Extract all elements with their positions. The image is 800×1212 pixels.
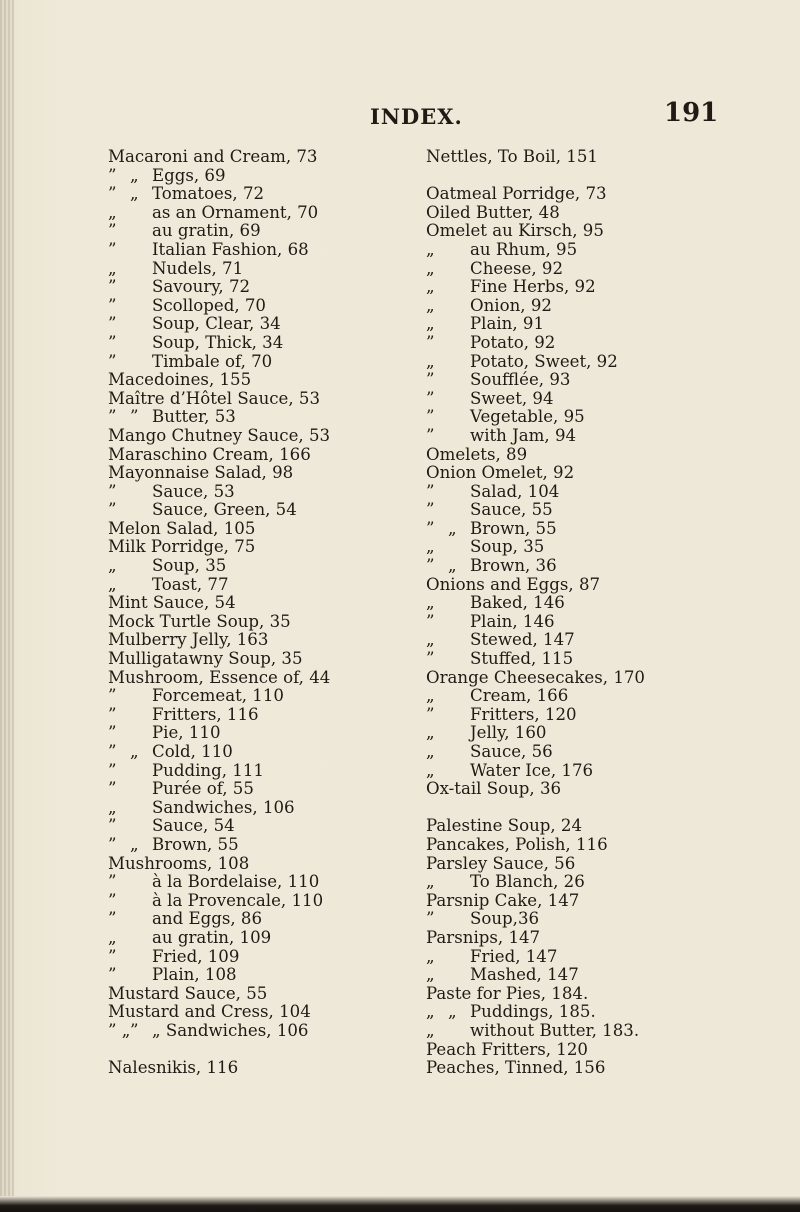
ditto-mark: ” [426,481,435,501]
index-entry-text: Fine Herbs, 92 [470,277,596,297]
ditto-mark: „ [426,723,435,743]
index-entry-text: Sauce, Green, 54 [152,500,297,520]
index-entry [426,1059,726,1078]
index-entry-text: Pancakes, Polish, 116 [426,834,608,854]
ditto-mark: ” [108,779,117,799]
index-entry [108,315,408,334]
index-entry [108,724,408,743]
ditto-mark: ” [108,332,117,352]
index-entry [108,706,408,725]
index-entry-text: and Eggs, 86 [152,909,263,929]
index-entry-text: Sauce, 55 [470,500,553,520]
index-entry-text: Parsnips, 147 [426,927,541,947]
index-entry-text: Brown, 55 [470,518,557,538]
index-entry [426,669,726,688]
index-entry-text: Mint Sauce, 54 [108,593,236,613]
index-entry [108,464,408,483]
index-entry-text: Timbale of, 70 [152,351,273,371]
index-entry-text: Eggs, 69 [152,165,226,185]
ditto-mark: „ [426,258,435,278]
index-entry [426,929,726,948]
ditto-mark: „ [108,202,117,222]
index-entry-text: Potato, Sweet, 92 [470,351,618,371]
index-entry-text: Soufflée, 93 [470,370,571,390]
index-entry-text: Nettles, To Boil, 151 [426,147,598,166]
index-entry [108,390,408,409]
index-entry-text: Toast, 77 [152,574,229,594]
index-entry-text: Macaroni and Cream, 73 [108,147,318,166]
index-entry-text: Omelets, 89 [426,444,528,464]
ditto-mark: „ [426,946,435,966]
index-entry [108,557,408,576]
index-entry [108,687,408,706]
index-entry [108,799,408,818]
index-entry [426,278,726,297]
index-entry [108,892,408,911]
index-entry [426,483,726,502]
ditto-mark: ” [426,388,435,408]
ditto-mark: ” [108,760,117,780]
ditto-mark: ” [108,816,117,836]
index-entry-text: Brown, 55 [152,834,239,854]
index-entry [426,836,726,855]
ditto-mark: „ [426,351,435,371]
ditto-mark: „ [426,1020,435,1040]
index-entry-text: Mulligatawny Soup, 35 [108,649,303,669]
index-entry [426,297,726,316]
index-entry-text: Mustard Sauce, 55 [108,983,268,1003]
ditto-mark: ” [108,277,117,297]
ditto-mark: ” [426,407,435,427]
ditto-mark: ” [426,556,435,576]
index-entry [426,222,726,241]
index-entry [108,576,408,595]
index-entry [108,817,408,836]
index-entry-text: as an Ornament, 70 [152,202,319,222]
index-entry [426,557,726,576]
ditto-mark: ” [108,239,117,259]
index-entry [108,334,408,353]
ditto-mark: ” [108,872,117,892]
index-entry-text: Savoury, 72 [152,277,251,297]
index-entry [426,185,726,204]
index-entry-text: „ Sandwiches, 106 [152,1020,309,1040]
index-entry [426,538,726,557]
ditto-mark: „ [448,556,457,576]
index-entry [426,892,726,911]
index-entry-text: Water Ice, 176 [470,760,594,780]
index-entry-text: Fried, 147 [470,946,558,966]
index-entry-text: Sauce, 56 [470,742,553,761]
index-entry [426,650,726,669]
index-entry-text: Purée of, 55 [152,779,254,799]
index-entry [108,613,408,632]
index-entry [108,222,408,241]
ditto-mark: ” [108,834,117,854]
index-entry [426,1041,726,1060]
index-entry-text: à la Bordelaise, 110 [152,872,320,892]
index-entry-text: Italian Fashion, 68 [152,239,309,259]
index-entry [426,1022,726,1041]
index-entry-text: Nudels, 71 [152,258,244,278]
index-entry-text: Vegetable, 95 [470,407,585,427]
index-entry [426,631,726,650]
index-entry-text: Soup, 35 [152,556,227,576]
ditto-mark: „ [426,593,435,613]
index-entry [108,204,408,223]
ditto-mark: „ [108,927,117,947]
ditto-mark: ” [108,723,117,743]
index-entry-text: Parsnip Cake, 147 [426,890,580,910]
index-entry-text: au gratin, 69 [152,221,261,241]
index-entry [108,297,408,316]
index-entry [108,855,408,874]
ditto-mark: ” [426,611,435,631]
index-entry [108,631,408,650]
ditto-mark: ” [108,965,117,985]
index-entry-text: Jelly, 160 [470,723,547,743]
index-entry [426,353,726,372]
index-entry-text: Ox-tail Soup, 36 [426,779,562,799]
ditto-mark: ” [108,481,117,501]
ditto-mark: ” [108,890,117,910]
index-entry [426,315,726,334]
ditto-mark: ” [108,314,117,334]
ditto-mark: ” [108,407,117,427]
ditto-mark: ” [108,704,117,724]
ditto-mark: ” [130,407,139,427]
index-entry [108,167,408,186]
index-entry-text: Tomatoes, 72 [152,184,265,204]
index-entry [108,743,408,762]
index-entry [108,929,408,948]
index-entry [426,910,726,929]
index-entry-text: Soup, Thick, 34 [152,332,284,352]
index-entry [108,1022,408,1041]
index-entry-text: Sweet, 94 [470,388,554,408]
index-entry-text: Baked, 146 [470,593,565,613]
index-entry [426,427,726,446]
index-entry-text: Mulberry Jelly, 163 [108,630,269,650]
index-entry [108,966,408,985]
index-entry [426,576,726,595]
index-entry-text: Mushroom, Essence of, 44 [108,667,331,687]
ditto-mark: ” [426,909,435,929]
index-column-left [108,148,408,1078]
ditto-mark: „ [426,630,435,650]
index-entry [108,669,408,688]
index-entry [108,762,408,781]
index-entry [108,780,408,799]
index-entry-text: without Butter, 183. [470,1020,640,1040]
index-entry-text: Mushrooms, 108 [108,853,250,873]
ditto-mark: „ [130,834,139,854]
index-entry-text: Macedoines, 155 [108,370,252,390]
ditto-mark: „ [130,165,139,185]
index-entry [108,483,408,502]
ditto-mark: ” [108,184,117,204]
index-entry-text: Sandwiches, 106 [152,797,295,817]
index-entry [426,966,726,985]
ditto-mark: „ [426,1002,435,1022]
index-entry-text: Plain, 108 [152,965,237,985]
ditto-mark: „ [426,872,435,892]
index-entry-text: Omelet au Kirsch, 95 [426,221,604,241]
ditto-mark: ” [426,332,435,352]
index-column-right [426,148,726,1078]
index-entry-text: Cheese, 92 [470,258,564,278]
index-entry [108,501,408,520]
index-entry-text: Parsley Sauce, 56 [426,853,576,873]
ditto-mark: „ [108,556,117,576]
index-entry [108,278,408,297]
index-entry-text: Plain, 146 [470,611,555,631]
index-entry-text: Cream, 166 [470,686,569,706]
ditto-mark: „ [426,295,435,315]
index-entry-text: Maraschino Cream, 166 [108,444,311,464]
page-number: 191 [664,98,719,128]
ditto-mark: ” [108,221,117,241]
ditto-mark: „ [426,239,435,259]
ditto-mark: „ [426,760,435,780]
ditto-mark: „ [426,742,435,761]
ditto-mark: „ [130,184,139,204]
index-entry [426,873,726,892]
index-entry-text: Milk Porridge, 75 [108,537,256,557]
index-entry [108,910,408,929]
index-entry-text: Potato, 92 [470,332,556,352]
ditto-mark: ” [426,518,435,538]
index-entry [426,260,726,279]
index-entry [426,390,726,409]
ditto-mark: ” [108,946,117,966]
index-entry [108,371,408,390]
index-entry-text: Mashed, 147 [470,965,579,985]
index-entry [426,1003,726,1022]
page-title: INDEX. [370,104,463,129]
index-entry-text: Maître d’Hôtel Sauce, 53 [108,388,321,408]
index-entry [108,408,408,427]
index-entry-text: Mayonnaise Salad, 98 [108,463,294,483]
index-entry-text: Mock Turtle Soup, 35 [108,611,291,631]
index-entry [426,855,726,874]
index-entry [108,520,408,539]
index-entry [426,464,726,483]
page-bottom-edge [0,1196,800,1212]
index-entry [426,408,726,427]
index-entry [108,241,408,260]
index-entry-text: à la Provencale, 110 [152,890,324,910]
index-entry-text: To Blanch, 26 [470,872,585,892]
index-entry-text: Stewed, 147 [470,630,575,650]
index-entry [108,353,408,372]
index-entry-text: Forcemeat, 110 [152,686,284,706]
index-entry-text: with Jam, 94 [470,425,577,445]
index-entry [426,204,726,223]
index-entry-text: Pudding, 111 [152,760,264,780]
ditto-mark: ” „ [108,1020,131,1040]
index-entry [108,650,408,669]
ditto-mark: „ [426,537,435,557]
ditto-mark: „ [426,686,435,706]
index-entry-text: Onions and Eggs, 87 [426,574,601,594]
ditto-mark: ” [426,500,435,520]
index-entry-text: Scolloped, 70 [152,295,266,315]
index-entry-text: Brown, 36 [470,556,557,576]
index-entry-text: Fritters, 116 [152,704,259,724]
index-entry-text: Mango Chutney Sauce, 53 [108,425,331,445]
ditto-mark: ” [108,165,117,185]
ditto-mark: ” [108,742,117,761]
index-entry [108,148,408,167]
ditto-mark: ” [108,351,117,371]
index-entry-text: Orange Cheesecakes, 170 [426,667,645,687]
index-entry [426,706,726,725]
index-entry [426,743,726,762]
index-entry [108,1059,408,1078]
index-entry-text: Fritters, 120 [470,704,577,724]
index-entry-text: Onion Omelet, 92 [426,463,575,483]
index-entry-text: Peaches, Tinned, 156 [426,1058,606,1078]
index-entry [426,817,726,836]
index-entry [426,948,726,967]
index-entry [426,762,726,781]
index-entry-text: Onion, 92 [470,295,552,315]
index-entry [108,1003,408,1022]
index-entry [426,724,726,743]
page-spine-edge [0,0,14,1212]
index-entry [426,520,726,539]
ditto-mark: ” [426,370,435,390]
index-entry-text: Mustard and Cress, 104 [108,1002,311,1022]
ditto-mark: ” [108,909,117,929]
ditto-mark: ” [108,686,117,706]
index-entry-text: Butter, 53 [152,407,236,427]
ditto-mark: „ [448,518,457,538]
index-entry [426,241,726,260]
index-entry [426,613,726,632]
index-entry [426,501,726,520]
index-entry [108,260,408,279]
index-entry-text: Salad, 104 [470,481,560,501]
index-entry [426,594,726,613]
index-entry-text: Pie, 110 [152,723,221,743]
index-entry-text: Oiled Butter, 48 [426,202,560,222]
ditto-mark: ” [108,500,117,520]
index-entry-text: Sauce, 53 [152,481,235,501]
index-entry [108,538,408,557]
index-entry [108,427,408,446]
index-entry-text: Soup, 35 [470,537,545,557]
index-entry [426,780,726,799]
ditto-mark: „ [448,1002,457,1022]
ditto-mark: ” [426,649,435,669]
index-entry-text: Oatmeal Porridge, 73 [426,184,607,204]
index-entry [108,985,408,1004]
index-entry [108,873,408,892]
index-entry-text: Fried, 109 [152,946,240,966]
index-entry-text: Sauce, 54 [152,816,235,836]
ditto-mark: „ [426,277,435,297]
ditto-mark: ” [108,295,117,315]
index-entry [108,185,408,204]
ditto-mark: „ [130,742,139,761]
index-entry [426,371,726,390]
index-entry [426,334,726,353]
index-entry-text: Cold, 110 [152,742,233,761]
ditto-mark: ” [426,425,435,445]
ditto-mark: „ [108,258,117,278]
index-entry-text: Peach Fritters, 120 [426,1039,588,1059]
index-entry-text: Nalesnikis, 116 [108,1058,239,1078]
index-entry-text: Paste for Pies, 184. [426,983,589,1003]
ditto-mark: ” [426,704,435,724]
index-entry-text: Puddings, 185. [470,1002,596,1022]
ditto-mark: „ [108,574,117,594]
index-entry [426,985,726,1004]
index-entry-text: au gratin, 109 [152,927,272,947]
index-entry-text: Soup, Clear, 34 [152,314,281,334]
index-entry [426,446,726,465]
index-entry [108,594,408,613]
index-entry-text: Plain, 91 [470,314,545,334]
index-entry-text: Stuffed, 115 [470,649,574,669]
ditto-mark: „ [426,965,435,985]
index-entry-text: Melon Salad, 105 [108,518,256,538]
ditto-mark: ” [130,1020,139,1040]
ditto-mark: „ [108,797,117,817]
index-entry [426,687,726,706]
ditto-mark: „ [426,314,435,334]
index-entry [108,836,408,855]
index-entry-text: au Rhum, 95 [470,239,578,259]
index-entry-text: Palestine Soup, 24 [426,816,583,836]
index-entry-text: Soup,36 [470,909,540,929]
index-entry [108,948,408,967]
index-entry [426,148,726,167]
index-entry [108,446,408,465]
